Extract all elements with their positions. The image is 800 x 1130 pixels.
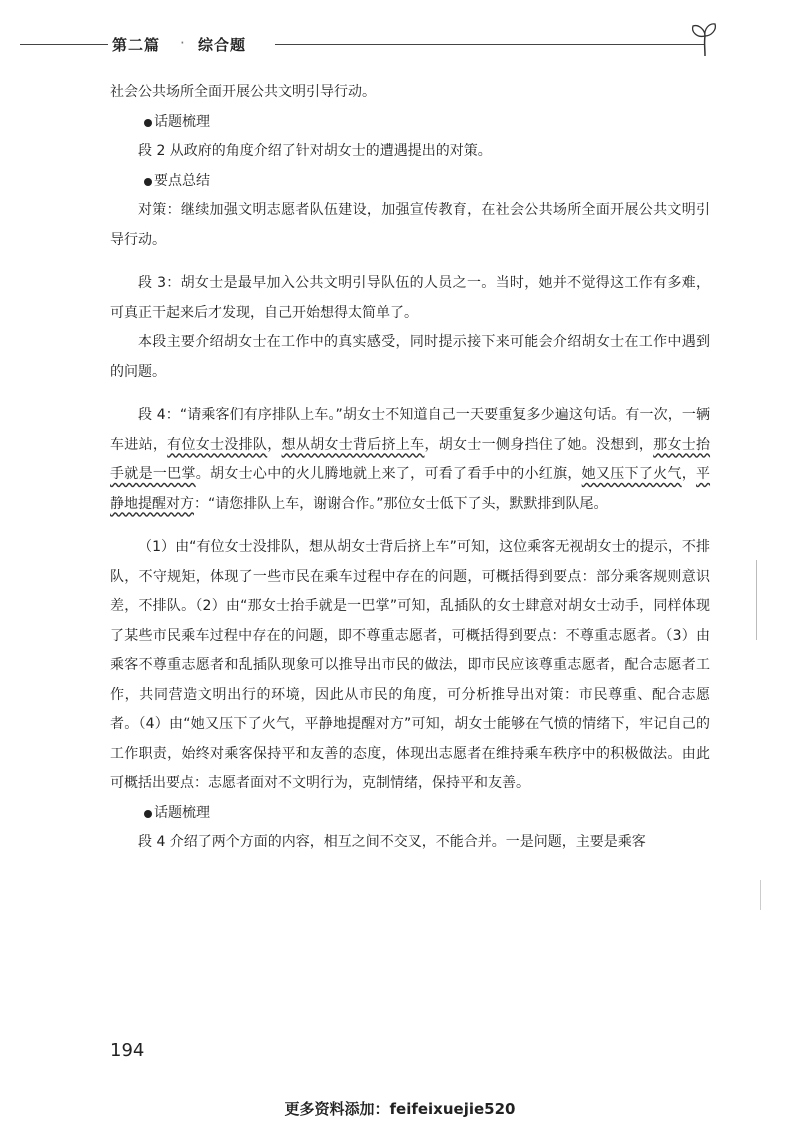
underlined-phrase: 那女士抬手就是一巴掌 (110, 436, 711, 482)
heading-topic-review-1: 话题梳理 (110, 108, 710, 138)
page-number: 194 (110, 1040, 145, 1061)
running-header (20, 30, 720, 60)
footer-note: 更多资料添加：feifeixuejie520 (284, 1100, 516, 1118)
scan-artifact (760, 880, 761, 910)
scan-artifact (756, 560, 757, 640)
header-separator: · (180, 34, 185, 52)
paragraph-6: 段 4：“请乘客们有序排队上车。”胡女士不知道自己一天要重复多少遍这句话。有一次，一辆车进站，有位女士没排队，想从胡女士背后挤上车，胡女士一侧身挡住了她。没想到，那女士抬手就是一巴掌。胡女士心中的火儿腾地就上来了，可看了看手中的小红旗，她又压下了火气，平静地提醒对方：“请您排队上车，谢谢合作。”那位女士低下了头，默默排到队尾。 (110, 407, 711, 512)
underlined-phrase: 有位女士没排队 (167, 436, 268, 453)
bullet-dot-icon (144, 119, 152, 127)
header-rule-left (20, 44, 108, 45)
heading-topic-review-2: 话题梳理 (110, 799, 710, 829)
paragraph-5: 本段主要介绍胡女士在工作中的真实感受，同时提示接下来可能会介绍胡女士在工作中遇到的问题。 (110, 334, 710, 380)
page-body (110, 78, 710, 858)
paragraph-1: 社会公共场所全面开展公共文明引导行动。 (110, 84, 376, 100)
paragraph-4: 段 3：胡女士是最早加入公共文明引导队伍的人员之一。当时，她并不觉得这工作有多难，可真正干起来后才发现，自己开始想得太简单了。 (110, 275, 710, 321)
sprout-icon (685, 18, 725, 58)
bullet-dot-icon (144, 810, 152, 818)
header-rule-right (275, 44, 705, 45)
paragraph-3: 对策：继续加强文明志愿者队伍建设，加强宣传教育，在社会公共场所全面开展公共文明引导行动。 (110, 202, 710, 248)
header-section: 第二篇 (112, 36, 161, 54)
underlined-phrase: 想从胡女士背后挤上车 (281, 436, 425, 453)
header-topic: 综合题 (198, 36, 247, 54)
underlined-phrase: 她又压下了火气 (581, 466, 682, 482)
underlined-phrase: 平静地提醒对方 (110, 466, 711, 512)
paragraph-7: （1）由“有位女士没排队，想从胡女士背后挤上车”可知，这位乘客无视胡女士的提示，不排队，不守规矩，体现了一些市民在乘车过程中存在的问题，可概括得到要点：部分乘客规则意识差，不排队。（2）由“那女士抬手就是一巴掌”可知，乱插队的女士肆意对胡女士动手，同样体现了某些市民乘车过程中存在的问题，即不尊重志愿者，可概括得到要点：不尊重志愿者。（3）由乘客不尊重志愿者和乱插队现象可以推导出市民的做法，即市民应该尊重志愿者，配合志愿者工作，共同营造文明出行的环境，因此从市民的角度，可分析推导出对策：市民尊重、配合志愿者。（4）由“她又压下了火气，平静地提醒对方”可知，胡女士能够在气愤的情绪下，牢记自己的工作职责，始终对乘客保持平和友善的态度，体现出志愿者在维持乘车秩序中的积极做法。由此可概括出要点：志愿者面对不文明行为，克制情绪，保持平和友善。 (110, 539, 710, 791)
paragraph-2: 段 2 从政府的角度介绍了针对胡女士的遭遇提出的对策。 (138, 143, 492, 159)
bullet-dot-icon (144, 178, 152, 186)
paragraph-8: 段 4 介绍了两个方面的内容，相互之间不交叉，不能合并。一是问题，主要是乘客 (138, 834, 646, 850)
heading-key-points: 要点总结 (110, 167, 710, 197)
